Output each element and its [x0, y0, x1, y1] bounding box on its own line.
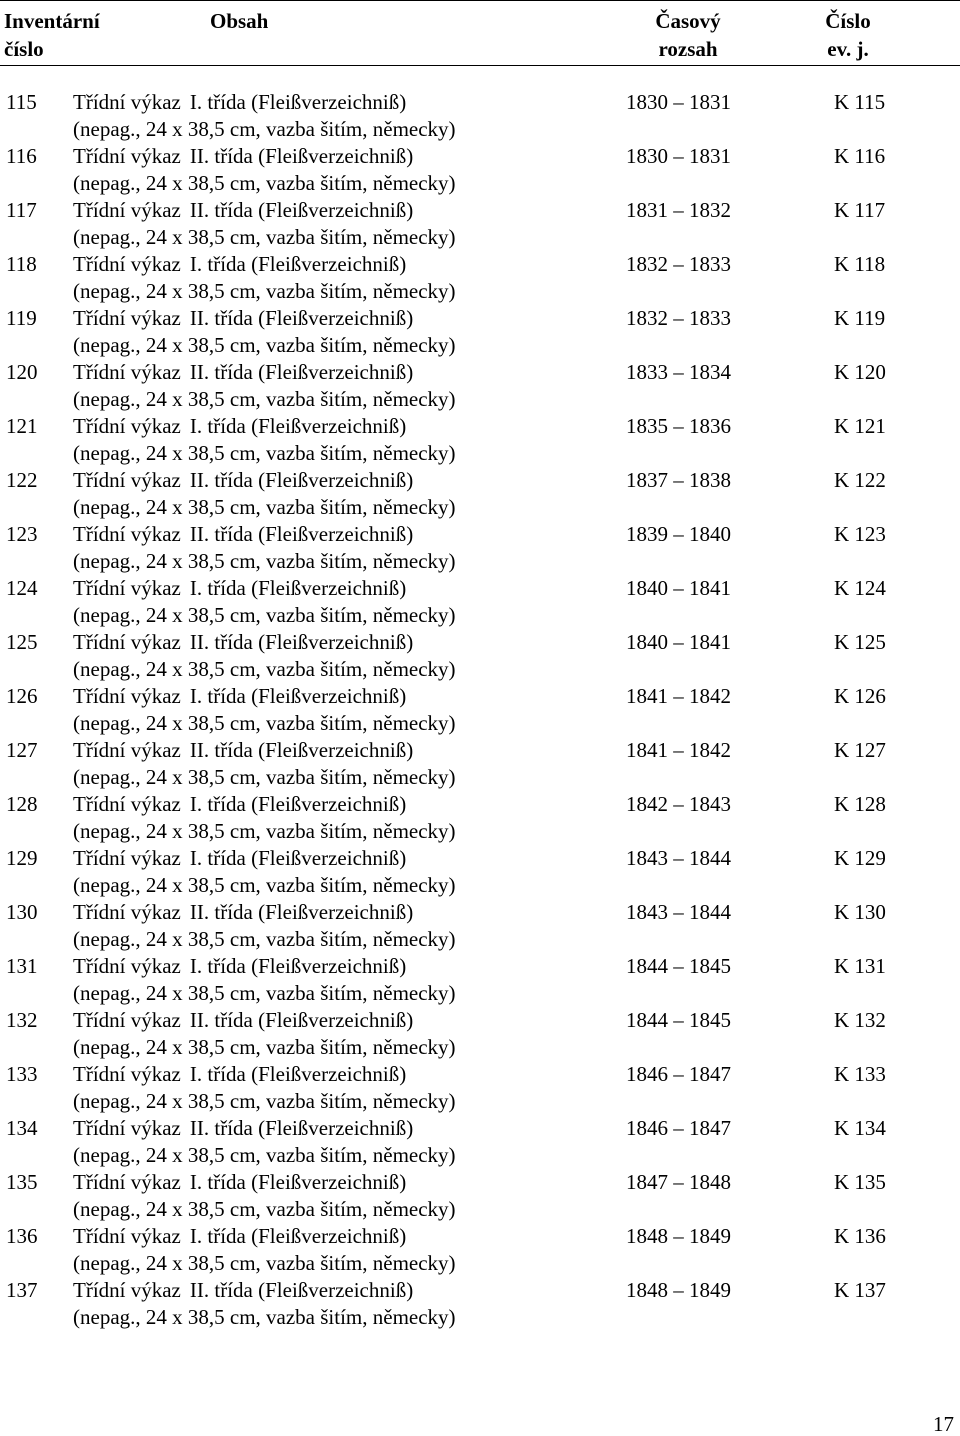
record-reference: K 115 [834, 90, 886, 114]
record-title-text: Třídní výkaz [73, 90, 181, 114]
record-description: (nepag., 24 x 38,5 cm, vazba šitím, německy) [73, 1089, 456, 1113]
inventory-number: 121 [6, 414, 38, 438]
record-title-text: Třídní výkaz [73, 630, 181, 654]
record-reference: K 128 [834, 792, 886, 816]
record-reference: K 136 [834, 1224, 886, 1248]
record-class: II. třída (Fleißverzeichniß) [189, 630, 414, 654]
table-row [0, 197, 960, 251]
table-row [0, 359, 960, 413]
header-ref-line2: ev. j. [827, 37, 869, 61]
table-row [0, 1061, 960, 1115]
record-reference: K 137 [834, 1278, 886, 1302]
inventory-number: 137 [6, 1278, 38, 1302]
record-reference: K 121 [834, 414, 886, 438]
table-row [0, 1007, 960, 1061]
table-header [0, 0, 960, 66]
record-title-text: Třídní výkaz [73, 414, 181, 438]
record-title-text: Třídní výkaz [73, 522, 181, 546]
record-reference: K 119 [834, 306, 886, 330]
inventory-number: 128 [6, 792, 38, 816]
record-reference: K 118 [834, 252, 886, 276]
header-content-label: Obsah [210, 9, 269, 33]
inventory-number: 130 [6, 900, 38, 924]
table-row [0, 899, 960, 953]
record-title-text: Třídní výkaz [73, 1224, 181, 1248]
header-ref-line1: Číslo [825, 9, 871, 33]
table-row [0, 89, 960, 143]
header-inventory-line1: Inventární [4, 9, 100, 33]
record-title [73, 953, 406, 980]
inventory-number: 120 [6, 360, 38, 384]
record-reference: K 117 [834, 198, 886, 222]
record-title [73, 737, 413, 764]
record-time-range: 1839 – 1840 [626, 522, 731, 546]
inventory-number: 134 [6, 1116, 38, 1140]
inventory-number: 135 [6, 1170, 38, 1194]
record-reference: K 125 [834, 630, 886, 654]
record-title [73, 629, 413, 656]
record-time-range: 1830 – 1831 [626, 144, 731, 168]
record-title [73, 143, 413, 170]
record-title [73, 683, 406, 710]
inventory-number: 124 [6, 576, 38, 600]
record-class: II. třída (Fleißverzeichniß) [189, 1008, 414, 1032]
record-description: (nepag., 24 x 38,5 cm, vazba šitím, německy) [73, 981, 456, 1005]
record-class: II. třída (Fleißverzeichniß) [189, 360, 414, 384]
header-time-range [640, 7, 736, 63]
record-reference: K 122 [834, 468, 886, 492]
record-title [73, 1061, 406, 1088]
record-class: II. třída (Fleißverzeichniß) [189, 468, 414, 492]
record-time-range: 1843 – 1844 [626, 900, 731, 924]
record-reference: K 132 [834, 1008, 886, 1032]
record-class: II. třída (Fleißverzeichniß) [189, 900, 414, 924]
record-description: (nepag., 24 x 38,5 cm, vazba šitím, německy) [73, 1305, 456, 1329]
record-title-text: Třídní výkaz [73, 792, 181, 816]
record-class: II. třída (Fleißverzeichniß) [189, 198, 414, 222]
record-class: II. třída (Fleißverzeichniß) [189, 1278, 414, 1302]
record-description: (nepag., 24 x 38,5 cm, vazba šitím, německy) [73, 225, 456, 249]
record-title [73, 575, 406, 602]
table-row [0, 737, 960, 791]
record-time-range: 1831 – 1832 [626, 198, 731, 222]
record-description: (nepag., 24 x 38,5 cm, vazba šitím, německy) [73, 603, 456, 627]
header-range-line2: rozsah [658, 37, 718, 61]
table-row [0, 1115, 960, 1169]
record-title-text: Třídní výkaz [73, 1116, 181, 1140]
record-reference: K 126 [834, 684, 886, 708]
record-reference: K 130 [834, 900, 886, 924]
record-class: II. třída (Fleißverzeichniß) [189, 1116, 414, 1140]
record-description: (nepag., 24 x 38,5 cm, vazba šitím, německy) [73, 279, 456, 303]
inventory-number: 136 [6, 1224, 38, 1248]
table-row [0, 305, 960, 359]
table-row [0, 629, 960, 683]
record-class: II. třída (Fleißverzeichniß) [189, 738, 414, 762]
record-time-range: 1837 – 1838 [626, 468, 731, 492]
inventory-number: 122 [6, 468, 38, 492]
record-time-range: 1832 – 1833 [626, 306, 731, 330]
record-time-range: 1840 – 1841 [626, 630, 731, 654]
record-class: II. třída (Fleißverzeichniß) [189, 306, 414, 330]
record-title [73, 305, 413, 332]
table-row [0, 845, 960, 899]
record-reference: K 129 [834, 846, 886, 870]
table-row [0, 1169, 960, 1223]
record-title-text: Třídní výkaz [73, 846, 181, 870]
table-row [0, 1223, 960, 1277]
record-title-text: Třídní výkaz [73, 252, 181, 276]
record-title-text: Třídní výkaz [73, 684, 181, 708]
record-reference: K 134 [834, 1116, 886, 1140]
record-title [73, 791, 406, 818]
record-description: (nepag., 24 x 38,5 cm, vazba šitím, německy) [73, 387, 456, 411]
table-row [0, 1277, 960, 1331]
record-description: (nepag., 24 x 38,5 cm, vazba šitím, německy) [73, 333, 456, 357]
record-title-text: Třídní výkaz [73, 900, 181, 924]
inventory-number: 127 [6, 738, 38, 762]
record-class: I. třída (Fleißverzeichniß) [189, 414, 407, 438]
record-description: (nepag., 24 x 38,5 cm, vazba šitím, německy) [73, 1143, 456, 1167]
table-row [0, 683, 960, 737]
record-title [73, 197, 413, 224]
record-time-range: 1846 – 1847 [626, 1062, 731, 1086]
record-title-text: Třídní výkaz [73, 360, 181, 384]
record-time-range: 1848 – 1849 [626, 1278, 731, 1302]
record-title [73, 521, 413, 548]
record-description: (nepag., 24 x 38,5 cm, vazba šitím, německy) [73, 117, 456, 141]
record-time-range: 1833 – 1834 [626, 360, 731, 384]
record-description: (nepag., 24 x 38,5 cm, vazba šitím, německy) [73, 171, 456, 195]
record-time-range: 1840 – 1841 [626, 576, 731, 600]
inventory-number: 129 [6, 846, 38, 870]
record-description: (nepag., 24 x 38,5 cm, vazba šitím, německy) [73, 711, 456, 735]
record-title-text: Třídní výkaz [73, 468, 181, 492]
record-class: I. třída (Fleißverzeichniß) [189, 1224, 407, 1248]
record-time-range: 1844 – 1845 [626, 1008, 731, 1032]
record-title-text: Třídní výkaz [73, 1278, 181, 1302]
record-title-text: Třídní výkaz [73, 954, 181, 978]
record-title [73, 845, 406, 872]
record-reference: K 127 [834, 738, 886, 762]
record-title-text: Třídní výkaz [73, 1170, 181, 1194]
record-time-range: 1846 – 1847 [626, 1116, 731, 1140]
inventory-number: 123 [6, 522, 38, 546]
record-title [73, 899, 413, 926]
header-content [210, 7, 268, 35]
record-description: (nepag., 24 x 38,5 cm, vazba šitím, německy) [73, 657, 456, 681]
record-class: I. třída (Fleißverzeichniß) [189, 684, 407, 708]
inventory-number: 131 [6, 954, 38, 978]
record-title-text: Třídní výkaz [73, 306, 181, 330]
record-reference: K 120 [834, 360, 886, 384]
record-description: (nepag., 24 x 38,5 cm, vazba šitím, německy) [73, 1197, 456, 1221]
record-class: I. třída (Fleißverzeichniß) [189, 576, 407, 600]
inventory-number: 133 [6, 1062, 38, 1086]
record-time-range: 1841 – 1842 [626, 684, 731, 708]
record-title [73, 251, 406, 278]
record-reference: K 131 [834, 954, 886, 978]
record-reference: K 135 [834, 1170, 886, 1194]
record-description: (nepag., 24 x 38,5 cm, vazba šitím, německy) [73, 1035, 456, 1059]
record-description: (nepag., 24 x 38,5 cm, vazba šitím, německy) [73, 1251, 456, 1275]
record-title-text: Třídní výkaz [73, 144, 181, 168]
record-description: (nepag., 24 x 38,5 cm, vazba šitím, německy) [73, 873, 456, 897]
table-row [0, 251, 960, 305]
record-class: II. třída (Fleißverzeichniß) [189, 522, 414, 546]
table-row [0, 953, 960, 1007]
header-record-number [812, 7, 884, 63]
record-title [73, 467, 413, 494]
record-time-range: 1844 – 1845 [626, 954, 731, 978]
record-title [73, 359, 413, 386]
table-row [0, 467, 960, 521]
page-number: 17 [933, 1412, 954, 1436]
record-time-range: 1830 – 1831 [626, 90, 731, 114]
inventory-number: 132 [6, 1008, 38, 1032]
header-inventory-number [4, 7, 100, 63]
inventory-number: 115 [6, 90, 37, 114]
record-description: (nepag., 24 x 38,5 cm, vazba šitím, německy) [73, 927, 456, 951]
record-title [73, 1223, 406, 1250]
record-title [73, 1007, 413, 1034]
record-reference: K 116 [834, 144, 886, 168]
record-description: (nepag., 24 x 38,5 cm, vazba šitím, německy) [73, 819, 456, 843]
header-inventory-line2: číslo [4, 37, 44, 61]
inventory-number: 116 [6, 144, 37, 168]
inventory-number: 117 [6, 198, 37, 222]
table-row [0, 143, 960, 197]
table-row [0, 413, 960, 467]
record-time-range: 1843 – 1844 [626, 846, 731, 870]
record-description: (nepag., 24 x 38,5 cm, vazba šitím, německy) [73, 441, 456, 465]
record-class: II. třída (Fleißverzeichniß) [189, 144, 414, 168]
record-class: I. třída (Fleißverzeichniß) [189, 792, 407, 816]
inventory-number: 119 [6, 306, 37, 330]
record-reference: K 133 [834, 1062, 886, 1086]
record-time-range: 1832 – 1833 [626, 252, 731, 276]
record-description: (nepag., 24 x 38,5 cm, vazba šitím, německy) [73, 765, 456, 789]
inventory-number: 118 [6, 252, 37, 276]
record-class: I. třída (Fleißverzeichniß) [189, 1170, 407, 1194]
record-title [73, 1115, 413, 1142]
table-row [0, 521, 960, 575]
record-time-range: 1835 – 1836 [626, 414, 731, 438]
record-reference: K 123 [834, 522, 886, 546]
record-time-range: 1848 – 1849 [626, 1224, 731, 1248]
record-title [73, 1277, 413, 1304]
record-title [73, 89, 406, 116]
record-class: I. třída (Fleißverzeichniß) [189, 846, 407, 870]
record-title-text: Třídní výkaz [73, 1008, 181, 1032]
record-title-text: Třídní výkaz [73, 738, 181, 762]
inventory-number: 126 [6, 684, 38, 708]
record-title-text: Třídní výkaz [73, 1062, 181, 1086]
record-description: (nepag., 24 x 38,5 cm, vazba šitím, německy) [73, 495, 456, 519]
table-row [0, 575, 960, 629]
inventory-number: 125 [6, 630, 38, 654]
record-class: I. třída (Fleißverzeichniß) [189, 90, 407, 114]
header-range-line1: Časový [655, 9, 721, 33]
record-time-range: 1841 – 1842 [626, 738, 731, 762]
record-title [73, 1169, 406, 1196]
record-time-range: 1842 – 1843 [626, 792, 731, 816]
record-reference: K 124 [834, 576, 886, 600]
inventory-list [0, 89, 960, 1331]
record-time-range: 1847 – 1848 [626, 1170, 731, 1194]
record-class: I. třída (Fleißverzeichniß) [189, 954, 407, 978]
record-class: I. třída (Fleißverzeichniß) [189, 252, 407, 276]
record-title-text: Třídní výkaz [73, 198, 181, 222]
record-class: I. třída (Fleißverzeichniß) [189, 1062, 407, 1086]
record-title [73, 413, 406, 440]
table-row [0, 791, 960, 845]
record-title-text: Třídní výkaz [73, 576, 181, 600]
record-description: (nepag., 24 x 38,5 cm, vazba šitím, německy) [73, 549, 456, 573]
